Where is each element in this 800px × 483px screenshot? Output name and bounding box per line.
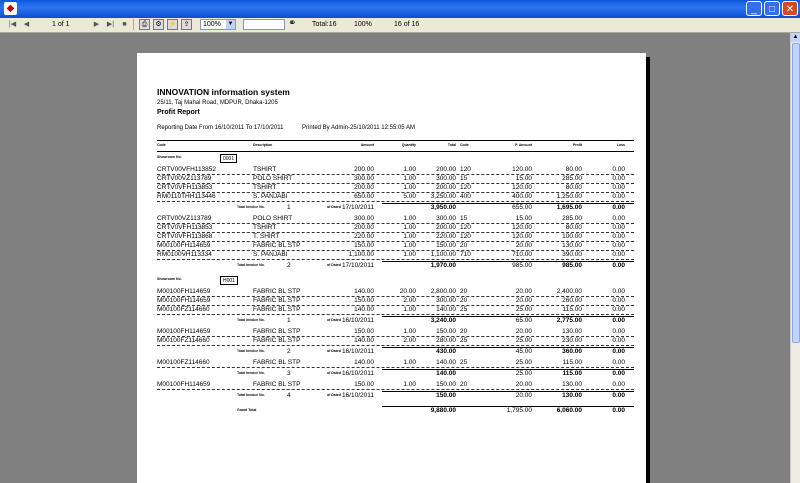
- column-header-cell: Description: [253, 143, 273, 147]
- table-cell: 130.00: [562, 242, 582, 249]
- table-cell: 25.00: [515, 359, 532, 366]
- grand-total-label: Grand Total: [237, 408, 257, 412]
- invoice-total-amount: 150.00: [436, 392, 456, 399]
- invoice-total-pamount: 65.00: [515, 317, 532, 324]
- table-cell: 115.00: [562, 359, 582, 366]
- table-cell: FABRIC BL STP: [253, 337, 301, 344]
- showroom-code: H001: [220, 276, 238, 285]
- table-cell: 300.00: [436, 215, 456, 222]
- invoice-date-label: of Dated: [327, 371, 341, 375]
- next-page-icon[interactable]: ▶: [93, 21, 100, 28]
- table-cell: 200.00: [354, 224, 374, 231]
- invoice-total-pamount: 655.00: [512, 204, 532, 211]
- zoom-value: 100%: [203, 21, 221, 28]
- table-cell: 140.00: [354, 337, 374, 344]
- table-cell: 25: [460, 337, 468, 344]
- table-cell: T. SHIRT: [253, 233, 280, 240]
- subtotal-rule: [382, 347, 634, 348]
- table-cell: 25: [460, 306, 468, 313]
- table-cell: FABRIC BL STP: [253, 242, 301, 249]
- table-cell: FABRIC BL STP: [253, 288, 301, 295]
- table-cell: 130.00: [562, 328, 582, 335]
- table-cell: 140.00: [354, 306, 374, 313]
- table-cell: 300.00: [436, 297, 456, 304]
- table-cell: M00100FH114659: [157, 297, 211, 304]
- separator: [133, 19, 134, 30]
- invoice-total-pamount: 45.00: [515, 348, 532, 355]
- invoice-number: 1: [287, 317, 291, 324]
- table-cell: CRTV0VFH113868: [157, 233, 213, 240]
- row-divider: [157, 345, 634, 346]
- table-cell: 15: [460, 175, 468, 182]
- table-cell: 390.00: [562, 251, 582, 258]
- table-cell: 140.00: [436, 306, 456, 313]
- table-cell: 20: [460, 328, 468, 335]
- table-cell: 300.00: [436, 175, 456, 182]
- table-cell: M00100FH114659: [157, 381, 211, 388]
- table-cell: 80.00: [565, 184, 582, 191]
- invoice-total-loss: 0.00: [612, 262, 625, 269]
- table-cell: S. PANJABI: [253, 193, 288, 200]
- table-cell: 260.00: [562, 297, 582, 304]
- table-cell: 20.00: [515, 297, 532, 304]
- table-cell: S. PANJABI: [253, 251, 288, 258]
- table-cell: 0.00: [612, 306, 625, 313]
- table-cell: 0.00: [612, 233, 625, 240]
- table-cell: 1.00: [403, 251, 416, 258]
- table-cell: 0.00: [612, 251, 625, 258]
- table-cell: 650.00: [354, 193, 374, 200]
- table-cell: 2.00: [403, 337, 416, 344]
- subtotal-rule: [382, 203, 634, 204]
- table-cell: 1.00: [403, 381, 416, 388]
- table-cell: 285.00: [562, 215, 582, 222]
- table-cell: M00100FH114659: [157, 288, 211, 295]
- table-cell: 200.00: [436, 184, 456, 191]
- table-cell: 15.00: [515, 215, 532, 222]
- invoice-total-loss: 0.00: [612, 204, 625, 211]
- table-cell: 285.00: [562, 175, 582, 182]
- company-name: INNOVATION information system: [157, 87, 290, 97]
- table-cell: 20.00: [515, 242, 532, 249]
- table-cell: 1.00: [403, 184, 416, 191]
- invoice-total-label: Total Invoice No.: [237, 393, 265, 397]
- page-indicator: 1 of 1: [52, 21, 70, 28]
- invoice-date-label: of Dated: [327, 205, 341, 209]
- table-cell: 2.00: [403, 297, 416, 304]
- invoice-total-loss: 0.00: [612, 370, 625, 377]
- column-header-cell: Profit: [572, 143, 582, 147]
- row-divider: [157, 367, 634, 368]
- table-cell: 25: [460, 359, 468, 366]
- table-cell: 1.00: [403, 242, 416, 249]
- row-divider: [157, 201, 634, 202]
- invoice-total-amount: 140.00: [436, 370, 456, 377]
- invoice-total-amount: 1,970.00: [430, 262, 456, 269]
- table-cell: 20.00: [399, 288, 416, 295]
- table-cell: 120.00: [512, 184, 532, 191]
- invoice-date: 16/10/2011: [341, 317, 374, 324]
- prev-page-icon[interactable]: ◀: [23, 21, 30, 28]
- company-address: 25/11, Taj Mahal Road, MDPUR, Dhaka-1205: [157, 100, 278, 106]
- table-cell: TSHIRT: [253, 224, 277, 231]
- report-toolbar: [0, 18, 800, 33]
- table-cell: POLO SHIRT: [253, 175, 293, 182]
- invoice-total-loss: 0.00: [612, 348, 625, 355]
- table-cell: 0.00: [612, 297, 625, 304]
- table-cell: 20.00: [515, 328, 532, 335]
- table-cell: 120: [460, 184, 471, 191]
- table-cell: 200.00: [436, 224, 456, 231]
- table-cell: 1.00: [403, 215, 416, 222]
- invoice-date: 16/10/2011: [341, 370, 374, 377]
- showroom-label: Showroom No.: [157, 277, 182, 281]
- table-cell: 25.00: [515, 337, 532, 344]
- invoice-total-loss: 0.00: [612, 392, 625, 399]
- last-page-icon[interactable]: ▶|: [106, 21, 115, 28]
- column-header-cell: P. Amount: [515, 143, 532, 147]
- table-cell: 710.00: [512, 251, 532, 258]
- title-bar: [0, 0, 800, 18]
- table-cell: 200.00: [436, 166, 456, 173]
- column-header-cell: Amount: [360, 143, 374, 147]
- showroom-label: Showroom No.: [157, 155, 182, 159]
- invoice-total-label: Total Invoice No.: [237, 371, 265, 375]
- table-cell: CRTV0VFH113853: [157, 224, 213, 231]
- table-cell: RM0110THH113446: [157, 193, 216, 200]
- column-header-cell: Code: [157, 143, 166, 147]
- table-cell: 0.00: [612, 381, 625, 388]
- scroll-up-icon[interactable]: ▲: [792, 34, 799, 40]
- table-cell: 1.00: [403, 328, 416, 335]
- invoice-total-label: Total Invoice No.: [237, 205, 265, 209]
- invoice-number: 1: [287, 204, 291, 211]
- table-cell: 0.00: [612, 215, 625, 222]
- table-cell: 120.00: [512, 166, 532, 173]
- grand-total-pamount: 1,795.00: [506, 407, 532, 414]
- table-cell: 120: [460, 166, 471, 173]
- table-cell: 1.00: [403, 224, 416, 231]
- table-cell: 150.00: [436, 242, 456, 249]
- stop-icon[interactable]: ■: [122, 21, 127, 28]
- header-divider: [157, 140, 634, 141]
- showroom-code: 0001: [220, 154, 237, 163]
- table-cell: 100.00: [562, 233, 582, 240]
- table-cell: 230.00: [562, 337, 582, 344]
- invoice-number: 4: [287, 392, 291, 399]
- table-cell: 115.00: [562, 306, 582, 313]
- table-cell: 1.00: [403, 166, 416, 173]
- invoice-total-profit: 130.00: [562, 392, 582, 399]
- column-header-cell: Total: [447, 143, 456, 147]
- invoice-date: 17/10/2011: [341, 204, 374, 211]
- invoice-total-amount: 3,950.00: [430, 204, 456, 211]
- table-cell: 0.00: [612, 288, 625, 295]
- subtotal-rule: [382, 391, 634, 392]
- table-cell: 400: [460, 193, 471, 200]
- table-cell: 0.00: [612, 175, 625, 182]
- row-divider: [157, 389, 634, 390]
- first-page-icon[interactable]: |◀: [8, 21, 17, 28]
- print-icon[interactable]: ⎙: [139, 19, 150, 30]
- table-cell: 150.00: [354, 242, 374, 249]
- table-cell: 120.00: [512, 233, 532, 240]
- table-cell: 710: [460, 251, 471, 258]
- row-divider: [157, 314, 634, 315]
- grand-total-loss: 0.00: [612, 407, 625, 414]
- invoice-date: 17/10/2011: [341, 262, 374, 269]
- table-cell: 80.00: [565, 224, 582, 231]
- table-cell: 20.00: [515, 381, 532, 388]
- table-cell: 3,250.00: [430, 193, 456, 200]
- search-input[interactable]: [243, 19, 285, 30]
- invoice-total-loss: 0.00: [612, 317, 625, 324]
- invoice-total-profit: 115.00: [562, 370, 582, 377]
- invoice-total-profit: 1,695.00: [556, 204, 582, 211]
- table-cell: 2,400.00: [556, 288, 582, 295]
- row-divider: [157, 259, 634, 260]
- column-header-cell: Loss: [616, 143, 625, 147]
- scrollbar-thumb[interactable]: [792, 43, 800, 343]
- table-cell: RM0100VH113334: [157, 251, 212, 258]
- refresh-icon[interactable]: ⚡: [168, 21, 177, 28]
- invoice-date: 16/10/2011: [341, 348, 374, 355]
- find-binoculars-icon[interactable]: ⚭: [288, 18, 297, 29]
- invoice-total-label: Total Invoice No.: [237, 318, 265, 322]
- total-records: Total:16: [312, 21, 337, 28]
- table-cell: 150.00: [436, 328, 456, 335]
- table-cell: CRTV0VFH113853: [157, 184, 213, 191]
- table-cell: FABRIC BL STP: [253, 297, 301, 304]
- table-cell: 200.00: [354, 184, 374, 191]
- reporting-date: Reporting Date From 16/10/2011 To 17/10/2011: [157, 125, 284, 131]
- invoice-total-pamount: 25.00: [515, 370, 532, 377]
- invoice-number: 3: [287, 370, 291, 377]
- invoice-date-label: of Dated: [327, 349, 341, 353]
- table-cell: 20: [460, 242, 468, 249]
- table-cell: 150.00: [354, 381, 374, 388]
- table-cell: M00100FH114659: [157, 242, 211, 249]
- table-cell: 20: [460, 381, 468, 388]
- invoice-total-amount: 3,240.00: [430, 317, 456, 324]
- table-cell: 0.00: [612, 242, 625, 249]
- table-cell: 140.00: [354, 288, 374, 295]
- report-title: Profit Report: [157, 109, 200, 116]
- subtotal-rule: [382, 261, 634, 262]
- table-cell: 20: [460, 288, 468, 295]
- report-viewer: [0, 33, 790, 483]
- table-cell: TSHIRT: [253, 166, 277, 173]
- invoice-date: 16/10/2011: [341, 392, 374, 399]
- table-cell: 150.00: [354, 328, 374, 335]
- chevron-down-icon[interactable]: ▼: [227, 21, 234, 27]
- table-cell: 140.00: [436, 359, 456, 366]
- maximize-button[interactable]: □: [764, 1, 780, 16]
- table-cell: 400.00: [512, 193, 532, 200]
- table-cell: 1,100.00: [348, 251, 374, 258]
- invoice-total-amount: 430.00: [436, 348, 456, 355]
- vertical-scrollbar[interactable]: [790, 33, 800, 483]
- invoice-number: 2: [287, 262, 291, 269]
- export-icon[interactable]: ⇪: [181, 19, 192, 30]
- table-cell: 1,250.00: [556, 193, 582, 200]
- table-cell: TSHIRT: [253, 184, 277, 191]
- invoice-date-label: of Dated: [327, 318, 341, 322]
- table-cell: 15: [460, 215, 468, 222]
- table-cell: M00100FZ114660: [157, 306, 210, 313]
- table-cell: 5.00: [403, 193, 416, 200]
- table-cell: FABRIC BL STP: [253, 381, 301, 388]
- table-cell: 0.00: [612, 337, 625, 344]
- record-count: 16 of 16: [394, 21, 420, 28]
- table-cell: 15.00: [515, 175, 532, 182]
- table-cell: 120: [460, 224, 471, 231]
- grand-total-profit: 6,060.00: [556, 407, 582, 414]
- invoice-total-label: Total Invoice No.: [237, 263, 265, 267]
- subtotal-rule: [382, 316, 634, 317]
- table-cell: 280.00: [436, 337, 456, 344]
- table-cell: CRTV00VZ113789: [157, 175, 212, 182]
- app-icon: ◆: [4, 2, 17, 15]
- close-button[interactable]: ✕: [782, 1, 798, 16]
- table-cell: 2,800.00: [430, 288, 456, 295]
- table-cell: CRTV00VFH113852: [157, 166, 217, 173]
- table-cell: M00100FZ114660: [157, 359, 210, 366]
- table-cell: M00100FH114659: [157, 328, 211, 335]
- table-cell: 120: [460, 233, 471, 240]
- table-cell: FABRIC BL STP: [253, 306, 301, 313]
- invoice-total-profit: 2,775.00: [556, 317, 582, 324]
- zoom-percent: 100%: [354, 21, 372, 28]
- minimize-button[interactable]: _: [746, 1, 762, 16]
- invoice-date-label: of Dated: [327, 393, 341, 397]
- printed-by: Printed By Admin-25/10/2011 12:55:05 AM: [302, 125, 415, 131]
- invoice-total-profit: 360.00: [562, 348, 582, 355]
- table-cell: 0.00: [612, 224, 625, 231]
- invoice-total-pamount: 985.00: [512, 262, 532, 269]
- invoice-number: 2: [287, 348, 291, 355]
- table-cell: 130.00: [562, 381, 582, 388]
- table-cell: 120.00: [512, 224, 532, 231]
- table-cell: 80.00: [565, 166, 582, 173]
- table-cell: 1.00: [403, 306, 416, 313]
- table-cell: 140.00: [354, 359, 374, 366]
- table-cell: 300.00: [354, 215, 374, 222]
- invoice-total-label: Total Invoice No.: [237, 349, 265, 353]
- invoice-total-profit: 985.00: [562, 262, 582, 269]
- table-cell: 300.00: [354, 175, 374, 182]
- table-cell: 0.00: [612, 359, 625, 366]
- table-cell: 220.00: [436, 233, 456, 240]
- table-cell: 200.00: [354, 166, 374, 173]
- subtotal-rule: [382, 369, 634, 370]
- invoice-total-pamount: 20.00: [515, 392, 532, 399]
- table-cell: 20: [460, 297, 468, 304]
- table-cell: 0.00: [612, 193, 625, 200]
- column-header-cell: Code: [460, 143, 469, 147]
- grand-total-amount: 9,880.00: [430, 407, 456, 414]
- table-cell: 150.00: [354, 297, 374, 304]
- table-cell: 1,100.00: [430, 251, 456, 258]
- table-cell: 0.00: [612, 328, 625, 335]
- table-cell: 220.00: [354, 233, 374, 240]
- column-header-cell: Quantity: [401, 143, 416, 147]
- table-cell: CRTV00VZ113789: [157, 215, 212, 222]
- table-cell: 1.00: [403, 175, 416, 182]
- print-setup-icon[interactable]: ⚙: [153, 19, 164, 30]
- invoice-date-label: of Dated: [327, 263, 341, 267]
- column-header-divider: [157, 151, 634, 152]
- table-cell: 1.00: [403, 359, 416, 366]
- report-page: [137, 53, 646, 483]
- table-cell: FABRIC BL STP: [253, 359, 301, 366]
- table-cell: FABRIC BL STP: [253, 328, 301, 335]
- table-cell: 150.00: [436, 381, 456, 388]
- table-cell: 0.00: [612, 166, 625, 173]
- table-cell: 20.00: [515, 288, 532, 295]
- table-cell: 1.00: [403, 233, 416, 240]
- table-cell: POLO SHIRT: [253, 215, 293, 222]
- table-cell: 0.00: [612, 184, 625, 191]
- table-cell: 25.00: [515, 306, 532, 313]
- zoom-select[interactable]: [200, 19, 236, 30]
- table-cell: M00100FZ114660: [157, 337, 210, 344]
